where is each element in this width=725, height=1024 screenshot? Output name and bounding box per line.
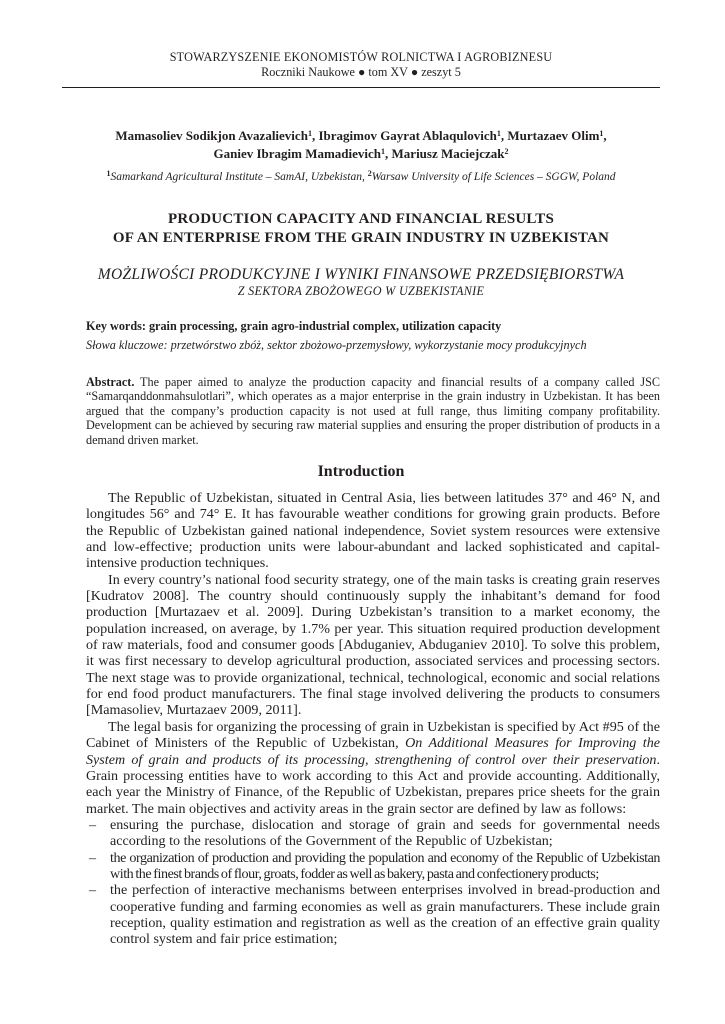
- affiliation-mark: 1: [496, 129, 501, 138]
- paragraph: The Republic of Uzbekistan, situated in Central Asia, lies between latitudes 37° and 46° N, and longitudes 56° and 74° E. It has favourable weather conditions for growing grain products. Before the Republic of Uzbekistan gained national independence, Soviet system resources were extensive and low-effective; production units were labour-abundant and lacked sophisticated and capital-intensive production techniques.: [86, 490, 660, 572]
- list-item: [86, 850, 660, 883]
- affiliations: [62, 170, 660, 184]
- list-item: [86, 817, 660, 850]
- author-line-1: [62, 127, 660, 145]
- author-name: Ganiev Ibragim Mamadievich: [213, 146, 382, 161]
- author-line-2: [62, 145, 660, 163]
- abstract-label: Abstract.: [86, 375, 135, 389]
- keywords-english: Key words: grain processing, grain agro-industrial complex, utilization capacity: [86, 319, 502, 333]
- title-line: PRODUCTION CAPACITY AND FINANCIAL RESULTS: [167, 211, 555, 227]
- list-dash: –: [89, 849, 96, 866]
- abstract-text: The paper aimed to analyze the production capacity and financial results of a company called JSC “Samarqanddonmahsulotlari”, which operates as a major enterprise in the grain industry in Uzbekistan. It has been argued that the company’s production capacity is not used at full range, thus limiting company profitability. Development can be achieved by securing raw material supplies and ensuring the proper distribution of products in a demand driven market.: [86, 375, 660, 447]
- body-text: [86, 490, 660, 948]
- list-item-text: the organization of production and providing the population and economy of the Republic of Uzbekistan with the finest brands of flour, groats, fodder as well as bakery, pasta and confectionery products;: [110, 849, 660, 882]
- list-dash: –: [89, 816, 97, 833]
- paragraph: In every country’s national food security strategy, one of the main tasks is creating grain reserves [Kudratov 2008]. The country should continuously supply the inhabitant’s demand for food production [Murtazaev et al. 2009]. During Uzbekistan’s transition to a market economy, the population increased, on average, by 1.7% per year. This situation required production development of raw materials, food and consumer goods [Abduganiev, Abduganiev 2010]. To solve this problem, it was first necessary to develop agricultural production, associated services and processing sectors. The next stage was to provide organizational, technical, technological, economic and social relations for end food product manufacturers. The final stage involved delivering the products to consumers [Mamasoliev, Murtazaev 2009, 2011].: [86, 571, 660, 719]
- act-title: On Additional Measures for Improving the System of grain and products of its processing, strengthening of control over their preservation: [86, 735, 661, 768]
- title-line: Z SEKTORA ZBOŻOWEGO W UZBEKISTANIE: [237, 284, 485, 298]
- journal-issue: Roczniki Naukowe ● tom XV ● zeszyt 5: [261, 65, 461, 79]
- society-name: STOWARZYSZENIE EKONOMISTÓW ROLNICTWA I AGROBIZNESU: [169, 50, 553, 64]
- keywords-polish: Słowa kluczowe: przetwórstwo zbóż, sektor zbożowo-przemysłowy, wykorzystanie mocy produkcyjnych: [86, 338, 587, 352]
- affiliation-2: Warsaw University of Life Sciences – SGGW, Poland: [371, 171, 616, 183]
- affiliation-1: Samarkand Agricultural Institute – SamAI, Uzbekistan,: [110, 171, 368, 183]
- author-separator: ,: [500, 128, 508, 143]
- author-separator: ,: [311, 128, 319, 143]
- paper-title-polish: [62, 265, 660, 299]
- author-name: Ibragimov Gayrat Ablaqulovich: [318, 128, 497, 143]
- author-name: Mamasoliev Sodikjon Avazalievich: [115, 128, 308, 143]
- paragraph: [86, 719, 660, 817]
- author-separator: ,: [603, 128, 607, 143]
- author-name: Murtazaev Olim: [507, 128, 600, 143]
- header-rule: [62, 87, 660, 88]
- abstract: [86, 375, 660, 447]
- affiliation-mark: 2: [504, 147, 509, 156]
- list-item-text: ensuring the purchase, dislocation and storage of grain and seeds for governmental needs according to the resolutions of the Government of the Republic of Uzbekistan;: [110, 816, 660, 850]
- title-line: MOŻLIWOŚCI PRODUKCYJNE I WYNIKI FINANSOWE PRZEDSIĘBIORSTWA: [97, 266, 625, 283]
- list-dash: –: [89, 882, 97, 899]
- affiliation-mark: 1: [381, 147, 386, 156]
- list-item: [86, 882, 660, 947]
- affiliation-mark: 1: [599, 129, 604, 138]
- author-name: Mariusz Maciejczak: [391, 146, 505, 161]
- author-list: [62, 127, 660, 163]
- affiliation-mark: 1: [106, 169, 111, 178]
- affiliation-mark: 1: [307, 129, 312, 138]
- running-header: [62, 50, 660, 80]
- list-item-text: the perfection of interactive mechanisms between enterprises involved in bread-production and cooperative funding and farming economies as well as grain manufacturers. These include grain reception, quality estimation and registration as well as the creation of an effective grain quality control system and fair price estimation;: [110, 882, 660, 948]
- affiliation-mark: 2: [367, 169, 372, 178]
- title-line: OF AN ENTERPRISE FROM THE GRAIN INDUSTRY IN UZBEKISTAN: [112, 230, 610, 246]
- paragraph-text: . Grain processing entities have to work according to this Act and provide accounting. Additionally, each year the Ministry of Finance, of the Republic of Uzbekistan, prepares price sheets for the grain market. The main objectives and activity areas in the grain sector are defined by law as follows:: [86, 751, 660, 817]
- paper-title: [62, 210, 660, 248]
- section-heading: Introduction: [317, 463, 405, 480]
- objectives-list: [86, 817, 660, 948]
- paragraph-text: The legal basis for organizing the processing of grain in Uzbekistan is specified by Act #95 of the Cabinet of Ministers of the Republic of Uzbekistan,: [86, 718, 660, 752]
- author-separator: ,: [385, 146, 392, 161]
